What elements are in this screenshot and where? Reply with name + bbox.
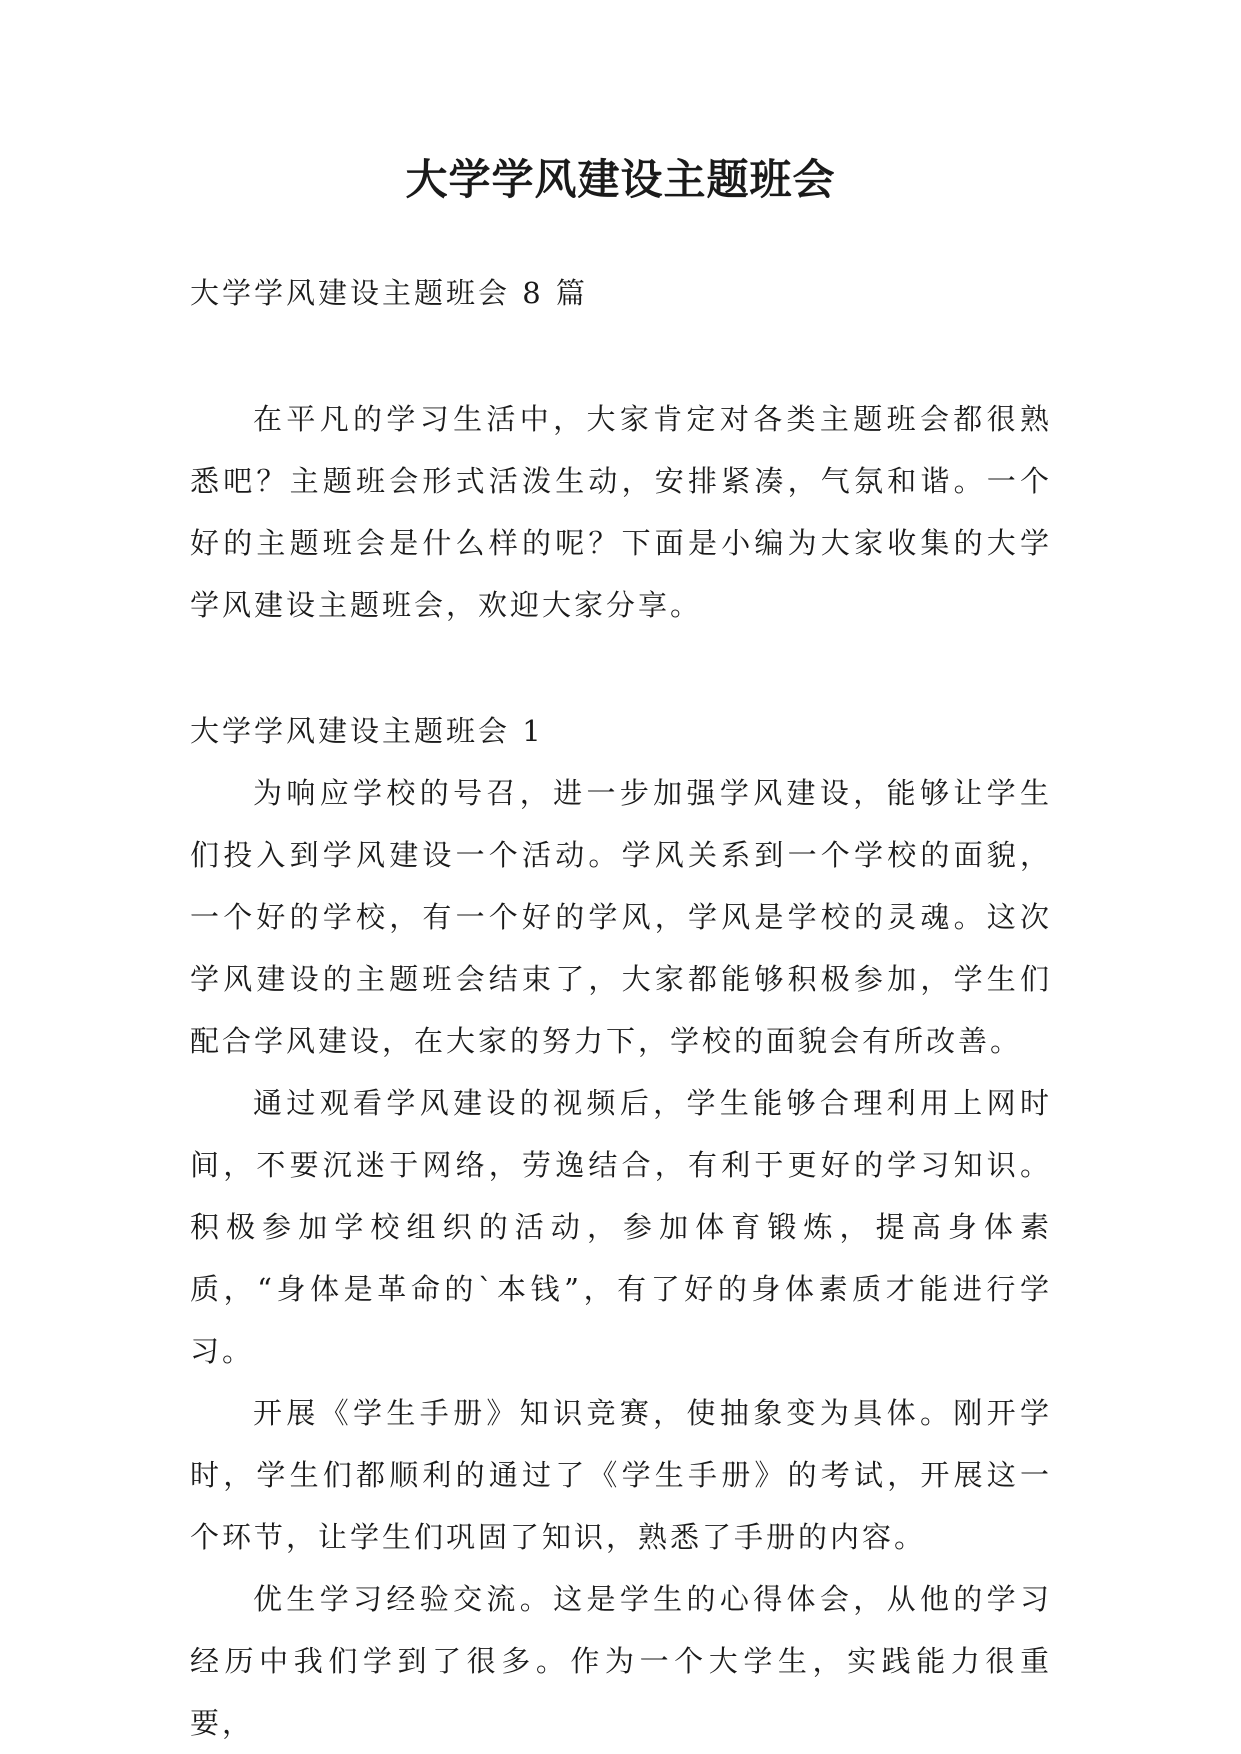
intro-paragraph: 在平凡的学习生活中，大家肯定对各类主题班会都很熟悉吧？主题班会形式活泼生动，安排紧凑，气氛和谐。一个好的主题班会是什么样的呢？下面是小编为大家收集的大学学风建设主题班会，欢迎大家分享。	[190, 402, 1052, 622]
document-title: 大学学风建设主题班会	[405, 155, 836, 204]
body-paragraph: 开展《学生手册》知识竞赛，使抽象变为具体。刚开学时，学生们都顺利的通过了《学生手册》的考试，开展这一个环节，让学生们巩固了知识，熟悉了手册的内容。	[190, 1396, 1052, 1554]
document-body	[190, 262, 1052, 1754]
body-paragraph: 为响应学校的号召，进一步加强学风建设，能够让学生们投入到学风建设一个活动。学风关系到一个学校的面貌，一个好的学校，有一个好的学风，学风是学校的灵魂。这次学风建设的主题班会结束了，大家都能够积极参加，学生们配合学风建设，在大家的努力下，学校的面貌会有所改善。	[190, 776, 1052, 1058]
section-heading: 大学学风建设主题班会 1	[190, 714, 544, 748]
document-subtitle: 大学学风建设主题班会 8 篇	[190, 276, 588, 310]
body-paragraph: 通过观看学风建设的视频后，学生能够合理利用上网时间，不要沉迷于网络，劳逸结合，有利于更好的学习知识。积极参加学校组织的活动，参加体育锻炼，提高身体素质，“身体是革命的`本钱”，有了好的身体素质才能进行学习。	[190, 1086, 1052, 1368]
body-paragraph: 优生学习经验交流。这是学生的心得体会，从他的学习经历中我们学到了很多。作为一个大学生，实践能力很重要，	[190, 1582, 1052, 1740]
